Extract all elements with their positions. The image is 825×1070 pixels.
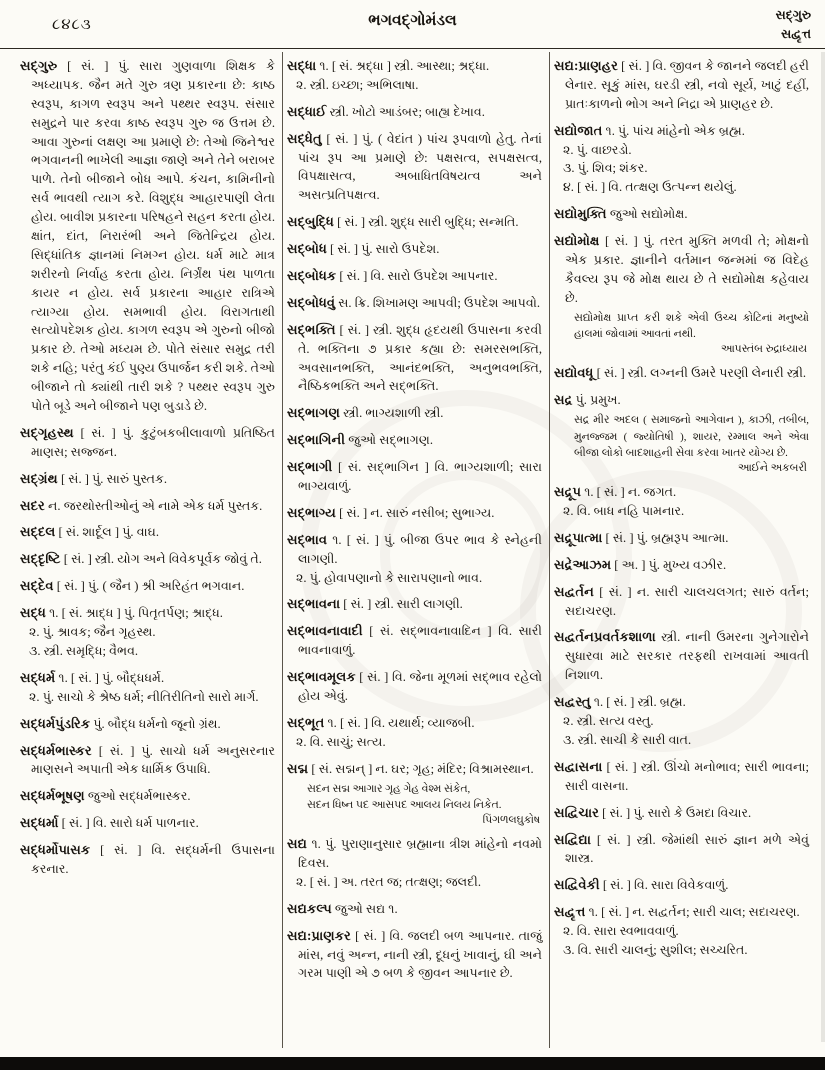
entry-definition: સદ્વિચાર [ સં. ] પું. સારો કે ઉમદા વિચાર. — [554, 804, 752, 820]
entry-sense: ૨. સ્ત્રી. ઇચ્છા; અભિલાષા. — [296, 77, 419, 92]
dictionary-entry — [287, 503, 542, 523]
dictionary-entry — [20, 56, 275, 416]
entry-definition: સદ્ધેતુ [ સં. ] પું. ( વેદાંત ) પાંચ રૂપવાળો હેતુ. તેનાં પાંચ રૂપ આ પ્રમાણે છે: પક્ષસત્વ, સપક્ષસત્વ, વિપક્ષાસત્વ, અબાધિતવિષયત્વ અને અસત્પ્રતિપક્ષત્વ. — [287, 130, 542, 203]
entry-headword: સદ્ગૃહસ્થ — [20, 424, 74, 440]
entry-headword: સદ્વિવેકી — [554, 877, 600, 893]
entry-definition: સદ્ભૂત ૧. [ સં. ] વિ. યથાર્થ; વ્યાજબી. — [287, 714, 475, 730]
entry-headword: સદ્ભાવ — [287, 531, 328, 547]
quotation-line: સદ્ર મીર અદલ ( સમાજનો આગેવાન ), કાઝી, તબીબ, મુનજ્જમ ( જ્યોતિષી ), શાયર, રમ્માલ અને એવા બીજા લોકો બાદશાહની સેવા કરવા ખાતર યોગ્ય છે. — [574, 413, 809, 460]
dictionary-entry — [287, 129, 542, 206]
dictionary-entry — [287, 239, 542, 259]
entry-sense: ૨. વિ. સારા સ્વભાવવાળું. — [563, 924, 679, 939]
dictionary-entry — [554, 555, 809, 575]
entry-quotation — [307, 781, 542, 827]
entry-headword: સદ્દૃષ્ટિ — [20, 551, 61, 567]
guide-words — [776, 6, 811, 45]
quotation-line: સદ્યોમોક્ષ પ્રાપ્ત કરી શકે એવી ઉચ્ચ કોટિનાં મનુષ્યો હાલમાં જોવામાં આવતાં નથી. — [574, 311, 809, 341]
entry-definition: સદ્ધાઈ સ્ત્રી. ખોટો આડંબર; બાહ્ય દેખાવ. — [287, 103, 485, 119]
dictionary-entry — [20, 786, 275, 806]
entry-sense: ૨. પું. હોવાપણાનો કે સારાપણાનો ભાવ. — [296, 570, 483, 585]
entry-definition: સદ્વિદ્યા [ સં. ] સ્ત્રી. જેમાંથી સારું જ્ઞાન મળે એવું શાસ્ત્ર. — [554, 831, 809, 866]
dictionary-entry — [554, 627, 809, 685]
entry-definition: સદ્બોધક [ સં. ] વિ. સારો ઉપદેશ આપનાર. — [287, 268, 498, 284]
entry-definition: સદ્ધર્મભાસ્કર [ સં. ] પું. સાચો ધર્મ અનુસરનાર માણસને અપાતી એક ધાર્મિક ઉપાધિ. — [20, 742, 275, 777]
dictionary-entry — [20, 522, 275, 542]
dictionary-entry — [287, 320, 542, 397]
entry-definition: સદ્યોમુક્તિ જુઓ સદ્યોમોક્ષ. — [554, 206, 688, 222]
dictionary-entry — [287, 266, 542, 286]
dictionary-entry — [20, 741, 275, 780]
entry-sense: ૪. [ સં. ] વિ. તત્ક્ષણ ઉત્પન્ન થયેલું. — [563, 180, 737, 195]
column-2 — [282, 52, 549, 1048]
entry-definition: સદ્રેઆઝમ [ અ. ] પું. મુખ્ય વઝીર. — [554, 556, 727, 572]
entry-definition: સદર ન. જરથોસ્તીઓનું એ નામે એક ધર્મ પુસ્તક. — [20, 497, 263, 513]
scan-bottom-bar — [0, 1057, 825, 1070]
dictionary-entry — [20, 668, 275, 707]
dictionary-entry — [20, 603, 275, 661]
dictionary-entry — [554, 482, 809, 521]
entry-definition: સદ્મ [ સં. સદ્મન્ ] ન. ઘર; ગૃહ; મંદિર; વિશ્રામસ્થાન. — [287, 760, 534, 776]
entry-definition: સદ્ય:પ્રાણહર [ સં. ] વિ. જીવન કે જાનને જલદી હરી લેનાર. સૂકું માંસ, ઘરડી સ્ત્રી, નવો સૂર્ય, ખાટું દહીં, પ્રાતઃકાળનો ભોગ અને નિદ્રા એ પ્રાણહર છે. — [554, 58, 809, 111]
dictionary-entry — [554, 56, 809, 114]
entry-headword: સદ્ય:પ્રાણહર — [554, 58, 618, 73]
entry-headword: સદ્ભક્તિ — [287, 321, 336, 337]
page-title: ભગવદ્ગોમંડલ — [368, 12, 457, 29]
dictionary-entry — [554, 121, 809, 198]
entry-headword: સદ્યોમોક્ષ — [554, 233, 600, 249]
scan-edge-shade — [821, 52, 825, 1042]
dictionary-entry — [287, 102, 542, 122]
entry-definition: સદ્ધા ૧. [ સં. શ્રદ્ધા ] સ્ત્રી. આસ્થા; શ્રદ્ધા. — [287, 58, 490, 73]
entry-definition: સદ્ધ ૧. [ સં. શ્રાદ્ધ ] પું. પિતૃતર્પણ; શ્રાદ્ધ. — [20, 605, 223, 621]
entry-definition: સદ્ય ૧. પું. પુરાણાનુસાર બ્રહ્માના ત્રીશ માંહેનો નવમો દિવસ. — [287, 836, 542, 870]
entry-headword: સદ્યોવધૂ — [554, 365, 594, 381]
entry-headword: સદ્યોમુક્તિ — [554, 206, 607, 222]
dictionary-entry — [554, 757, 809, 796]
entry-headword: સદર — [20, 497, 45, 513]
entry-definition: સદ્બુદ્ધિ [ સં. ] સ્ત્રી. શુદ્ધ સારી બુદ્ધિ; સન્મતિ. — [287, 214, 519, 230]
dictionary-entry — [287, 926, 542, 984]
dictionary-entry — [20, 813, 275, 833]
entry-definition: સદ્યોવધૂ [ સં. ] સ્ત્રી. લગ્નની ઉમરે પરણી લેનારી સ્ત્રી. — [554, 365, 807, 381]
dictionary-entry — [287, 457, 542, 496]
entry-headword: સદ્વાસના — [554, 758, 603, 774]
entry-definition: સદ્બોધવું સ. ક્રિ. શિખામણ આપવી; ઉપદેશ આપવો. — [287, 294, 540, 310]
entry-headword: સદ્ભાગણ — [287, 405, 340, 421]
entry-definition: સદ્રૂપાત્મા [ સં. ] પું. બ્રહ્મરૂપ આત્મા. — [554, 529, 729, 545]
entry-definition: સદ્વર્તનપ્રવર્તકશાળા સ્ત્રી. નાની ઉમરના ગુનેગારોને સુધારવા માટે સરકાર તરફથી રાખવામાં આવતી નિશાળ. — [554, 629, 809, 683]
entry-headword: સદ્ધેતુ — [287, 130, 322, 146]
entry-definition: સદ્યકલ્પ જુઓ સદ્ય ૧. — [287, 900, 398, 916]
entry-headword: સદ્વર્તન — [554, 583, 594, 599]
dictionary-entry — [554, 692, 809, 750]
entry-headword: સદ્વિચાર — [554, 804, 599, 820]
entry-sense: ૩. વિ. સારી ચાલનું; સુશીલ; સચ્ચરિત. — [563, 942, 748, 957]
entry-definition: સદ્વિવેકી [ સં. ] વિ. સારા વિવેકવાળું. — [554, 877, 729, 893]
entry-sense: ૨. પું. સાચો કે શ્રેષ્ઠ ધર્મ; નીતિરીતિનો સારો માર્ગ. — [29, 689, 259, 704]
dictionary-entry — [554, 582, 809, 621]
entry-sense: ૩. સ્ત્રી. સમૃદ્ધિ; વૈભવ. — [29, 643, 139, 658]
entry-definition: સદ્ભક્તિ [ સં. ] સ્ત્રી. શુદ્ધ હૃદયથી ઉપાસના કરવી તે. ભક્તિના ૭ પ્રકાર કહ્યા છે: સમરસભક્તિ, અવસાનભક્તિ, આનંદભક્તિ, અનુભવભક્તિ, નૈષ્ઠિકભક્તિ અને સદ્ભક્તિ. — [287, 321, 542, 394]
quotation-source: આપસ્તંબ રુદ્રાધ્યાય — [720, 343, 807, 356]
quotation-source: પિંગળલઘુકોષ — [482, 814, 540, 827]
entry-definition: સદ્દૃષ્ટિ [ સં. ] સ્ત્રી. યોગ અને વિવેકપૂર્વક જોવું તે. — [20, 551, 262, 567]
dictionary-entry — [20, 469, 275, 489]
dictionary-entry — [20, 423, 275, 462]
entry-headword: સદ્દેવ — [20, 578, 54, 594]
entry-definition: સદ્ભાવમૂલક [ સં. ] વિ. જેના મૂળમાં સદ્ભાવ રહેલો હોય એવું. — [287, 669, 542, 704]
dictionary-entry — [287, 403, 542, 423]
entry-definition: સદ્ગુરુ [ સં. ] પું. સારા ગુણવાળા શિક્ષક કે અધ્યાપક. જૈન મતે ગુરુ ત્રણ પ્રકારના છે: કાષ્ઠ સ્વરૂપ, કાગળ સ્વરૂપ અને પથ્થર સ્વરૂપ. સંસાર સમુદ્રને પાર કરવા કાષ્ઠ સ્વરૂપ ગુરુ જ ઉત્તમ છે. આવા ગુરુનાં લક્ષણ આ પ્રમાણે છે: તેઓ જિનેશ્વર ભગવાનની ભાખેલી આજ્ઞા જાણે અને તેને બરાબર પાળે. તેનો બીજાને બોધ આપે. કંચન, કામિનીનો સર્વ ભાવથી ત્યાગ કરે. વિશુદ્ધ આહારપાણી લેતા હોય. બાવીશ પ્રકારના પરિષહને સહન કરતા હોય. ક્ષાંત, દાંત, નિરારંભી અને જિતેન્દ્રિય હોય. સિદ્ધાંતિક જ્ઞાનમાં નિમગ્ન હોય. ધર્મ માટે માત્ર શરીરનો નિર્વાહ કરતા હોય. નિર્ગ્રંથ પંથ પાળતા કાયર ન હોય. સર્વ પ્રકારના આહાર રાત્રિએ ત્યાગ્યા હોય. સમભાવી હોય. વિરાગતાથી સત્યોપદેશક હોય. કાગળ સ્વરૂપ એ ગુરુનો બીજો પ્રકાર છે. તેઓ મધ્યમ છે. પોતે સંસાર સમુદ્ર તરી શકે નહિ; પરંતુ કંઈ પુણ્ય ઉપાર્જન કરી શકે. તેઓ બીજાને તો ક્યાંથી તારી શકે ? પથ્થર સ્વરૂપ ગુરુ પોતે બૂડે અને બીજાને પણ બુડાડે છે. — [20, 58, 275, 414]
dictionary-entry — [20, 576, 275, 596]
dictionary-entry — [287, 56, 542, 95]
entry-definition: સદ્દલ [ સં. શાર્દૂલ ] પું. વાઘ. — [20, 524, 160, 540]
entry-definition: સદ્ધર્મોપાસક [ સં. ] વિ. સદ્ધર્મની ઉપાસના કરનાર. — [20, 842, 275, 876]
dictionary-entry — [554, 528, 809, 548]
entry-headword: સદ્યકલ્પ — [287, 900, 332, 916]
dictionary-entry — [287, 899, 542, 919]
entry-headword: સદ્રેઆઝમ — [554, 556, 612, 572]
text-columns — [16, 52, 816, 1048]
dictionary-entry — [287, 594, 542, 614]
dictionary-entry — [287, 430, 542, 450]
entry-sense: ૨. વિ. બાધ નહિ પામનાર. — [563, 504, 685, 519]
entry-definition: સદ્ધર્મ ૧. [ સં. ] પું. બૌદ્ધધર્મ. — [20, 669, 165, 685]
entry-headword: સદ્મ — [287, 760, 309, 776]
dictionary-entry — [554, 902, 809, 960]
entry-definition: સદ્ભાગિની જુઓ સદ્ભાગણ. — [287, 432, 434, 448]
entry-definition: સદ્ધર્મા [ સં. ] વિ. સારો ધર્મ પાળનાર. — [20, 815, 199, 831]
column-3 — [549, 52, 816, 1048]
entry-definition: સદ્ભાગ્ય [ સં. ] ન. સારું નસીબ; સુભાગ્ય. — [287, 504, 495, 520]
entry-headword: સદ્ભાવમૂલક — [287, 669, 356, 685]
entry-definition: સદ્યોજાત ૧. પું. પાંચ માંહેનો એક બ્રહ્મ. — [554, 122, 745, 138]
entry-headword: સદ્ર — [554, 392, 573, 408]
entry-quotation — [574, 412, 809, 475]
entry-headword: સદ્ધર્મોપાસક — [20, 842, 91, 858]
entry-headword: સદ્વૃત્ત — [554, 904, 586, 920]
entry-definition: સદ્વૃત્ત ૧. [ સં. ] ન. સદ્વર્તન; સારી ચાલ; સદાચરણ. — [554, 904, 800, 920]
entry-headword: સદ્ધર્મ — [20, 669, 56, 685]
entry-headword: સદ્યોજાત — [554, 122, 603, 138]
entry-definition: સદ્ભાવનાવાદી [ સં. સદ્ભાવનાવાદિન ] વિ. સારી ભાવનાવાળું. — [287, 623, 542, 658]
dictionary-entry — [554, 830, 809, 869]
dictionary-entry — [554, 875, 809, 895]
entry-headword: સદ્વસ્તુ — [554, 694, 591, 710]
entry-definition: સદ્ર પું. પ્રમુખ. — [554, 392, 621, 408]
entry-headword: સદ્ધર્મપુંડરિક — [20, 715, 91, 731]
entry-sense: ૨. [ સં. ] અ. તરત જ; તત્ક્ષણ; જલદી. — [296, 874, 481, 889]
guide-word-last: સદ્વૃત્ત — [781, 27, 811, 42]
entry-headword: સદ્ય — [287, 836, 308, 852]
entry-definition: સદ્ગ્રંથ [ સં. ] પું. સારું પુસ્તક. — [20, 470, 168, 486]
entry-headword: સદ્બુદ્ધિ — [287, 214, 334, 230]
entry-definition: સદ્ધર્મપુંડરિક પું. બૌદ્ધ ધર્મનો જૂનો ગ્રંથ. — [20, 715, 221, 731]
dictionary-entry — [287, 621, 542, 660]
dictionary-entry — [554, 204, 809, 224]
entry-headword: સદ્દલ — [20, 524, 56, 540]
header-rule — [0, 48, 825, 49]
entry-definition: સદ્ધર્મભૂષણ જુઓ સદ્ધર્મભાસ્કર. — [20, 788, 191, 804]
entry-headword: સદ્ગ્રંથ — [20, 470, 58, 486]
entry-headword: સદ્ભાગી — [287, 459, 333, 475]
entry-definition: સદ્વર્તન [ સં. ] ન. સારી ચાલચલગત; સારું વર્તન; સદાચરણ. — [554, 583, 809, 618]
entry-definition: સદ્વાસના [ સં. ] સ્ત્રી. ઊંચો મનોભાવ; સારી ભાવના; સારી વાસના. — [554, 758, 809, 793]
entry-headword: સદ્ભાવનાવાદી — [287, 623, 363, 639]
page-number: ૮૪૮૩ — [52, 17, 92, 33]
entry-definition: સદ્વસ્તુ ૧. [ સં. ] સ્ત્રી. બ્રહ્મ. — [554, 694, 686, 710]
entry-definition: સદ્ભાગી [ સં. સદ્ભાગિન ] વિ. ભાગ્યશાળી; સારા ભાગ્યવાળું. — [287, 459, 542, 494]
entry-headword: સદ્ધર્મા — [20, 815, 59, 831]
entry-headword: સદ્ધ — [20, 605, 46, 621]
dictionary-entry — [20, 714, 275, 734]
entry-quotation — [574, 310, 809, 356]
quotation-line: સદન સદ્મ આગાર ગૃહ ગેહ વેશ્મ સંકેત, — [307, 782, 471, 795]
dictionary-entry — [287, 293, 542, 313]
quotation-source: આઈને અકબરી — [737, 462, 807, 475]
entry-definition: સદ્બોધ [ સં. ] પું. સારો ઉપદેશ. — [287, 241, 440, 257]
dictionary-entry — [287, 530, 542, 588]
guide-word-first: સદ્ગુરુ — [775, 8, 811, 22]
entry-headword: સદ્વિદ્યા — [554, 831, 591, 847]
dictionary-entry — [20, 496, 275, 516]
entry-headword: સદ્બોધ — [287, 241, 327, 257]
entry-headword: સદ્ગુરુ — [20, 58, 58, 73]
dictionary-entry — [20, 840, 275, 879]
dictionary-entry — [554, 390, 809, 475]
entry-sense: ૨. વિ. સાચું; સત્ય. — [296, 734, 386, 749]
column-1 — [16, 52, 282, 1048]
entry-headword: સદ્વર્તનપ્રવર્તકશાળા — [554, 629, 656, 645]
entry-definition: સદ્ભાવ ૧. [ સં. ] પું. બીજા ઉપર ભાવ કે સ્નેહની લાગણી. — [287, 531, 542, 566]
entry-headword: સદ્ભૂત — [287, 714, 325, 730]
dictionary-entry — [554, 803, 809, 823]
entry-headword: સદ્બોધવું — [287, 294, 336, 310]
dictionary-entry — [287, 759, 542, 827]
entry-sense: ૨. પું. વાછરડો. — [563, 142, 632, 157]
dictionary-entry — [287, 667, 542, 706]
entry-definition: સદ્ગૃહસ્થ [ સં. ] પું. કુટુંબકબીલાવાળો પ્રતિષ્ઠિત માણસ; સજ્જન. — [20, 424, 275, 459]
entry-definition: સદ્રૂપ ૧. [ સં. ] ન. જગત. — [554, 484, 677, 500]
entry-headword: સદ્ભાગિની — [287, 432, 346, 448]
entry-headword: સદ્ધા — [287, 58, 317, 73]
entry-definition: સદ્ય:પ્રાણકર [ સં. ] વિ. જલદી બળ આપનાર. તાજું માંસ, નવું અન્ન, નાની સ્ત્રી, દૂધનું ખાવાનું, ઘી અને ગરમ પાણી એ ૭ બળ કે જીવન આપનાર છે. — [287, 927, 542, 981]
entry-definition: સદ્યોમોક્ષ [ સં. ] પું. તરત મુક્તિ મળવી તે; મોક્ષનો એક પ્રકાર. જ્ઞાનીને વર્તમાન જન્મમાં જ વિદેહ કૈવલ્ય રૂપ જે મોક્ષ થાય છે તે સદ્યોમોક્ષ કહેવાય છે. — [554, 233, 809, 305]
dictionary-entry — [20, 549, 275, 569]
entry-sense: ૩. સ્ત્રી. સાચી કે સારી વાત. — [563, 732, 692, 747]
entry-headword: સદ્ભાગ્ય — [287, 504, 336, 520]
dictionary-entry — [287, 834, 542, 892]
quotation-line: સદન ધિષ્ન પદ આસપદ આલય નિલય નિકેત. — [307, 799, 502, 812]
entry-headword: સદ્રૂપ — [554, 484, 582, 500]
dictionary-entry — [554, 363, 809, 383]
entry-headword: સદ્ધર્મભાસ્કર — [20, 742, 92, 758]
entry-headword: સદ્રૂપાત્મા — [554, 529, 603, 545]
entry-headword: સદ્બોધક — [287, 268, 337, 284]
entry-headword: સદ્ભાવના — [287, 596, 341, 612]
entry-definition: સદ્દેવ [ સં. ] પું. ( જૈન ) શ્રી અરિહંત ભગવાન. — [20, 578, 245, 594]
dictionary-entry — [287, 713, 542, 752]
entry-definition: સદ્ભાગણ સ્ત્રી. ભાગ્યશાળી સ્ત્રી. — [287, 405, 444, 421]
entry-sense: ૩. પું. શિવ; શંકર. — [563, 161, 648, 176]
entry-headword: સદ્ય:પ્રાણકર — [287, 927, 351, 943]
dictionary-entry — [287, 212, 542, 232]
dictionary-entry — [554, 231, 809, 356]
entry-definition: સદ્ભાવના [ સં. ] સ્ત્રી. સારી લાગણી. — [287, 596, 463, 612]
entry-sense: ૨. સ્ત્રી. સત્ય વસ્તુ. — [563, 714, 654, 729]
entry-headword: સદ્ધાઈ — [287, 103, 327, 119]
entry-sense: ૨. પું. શ્રાવક; જૈન ગૃહસ્થ. — [29, 625, 156, 640]
entry-headword: સદ્ધર્મભૂષણ — [20, 788, 85, 804]
